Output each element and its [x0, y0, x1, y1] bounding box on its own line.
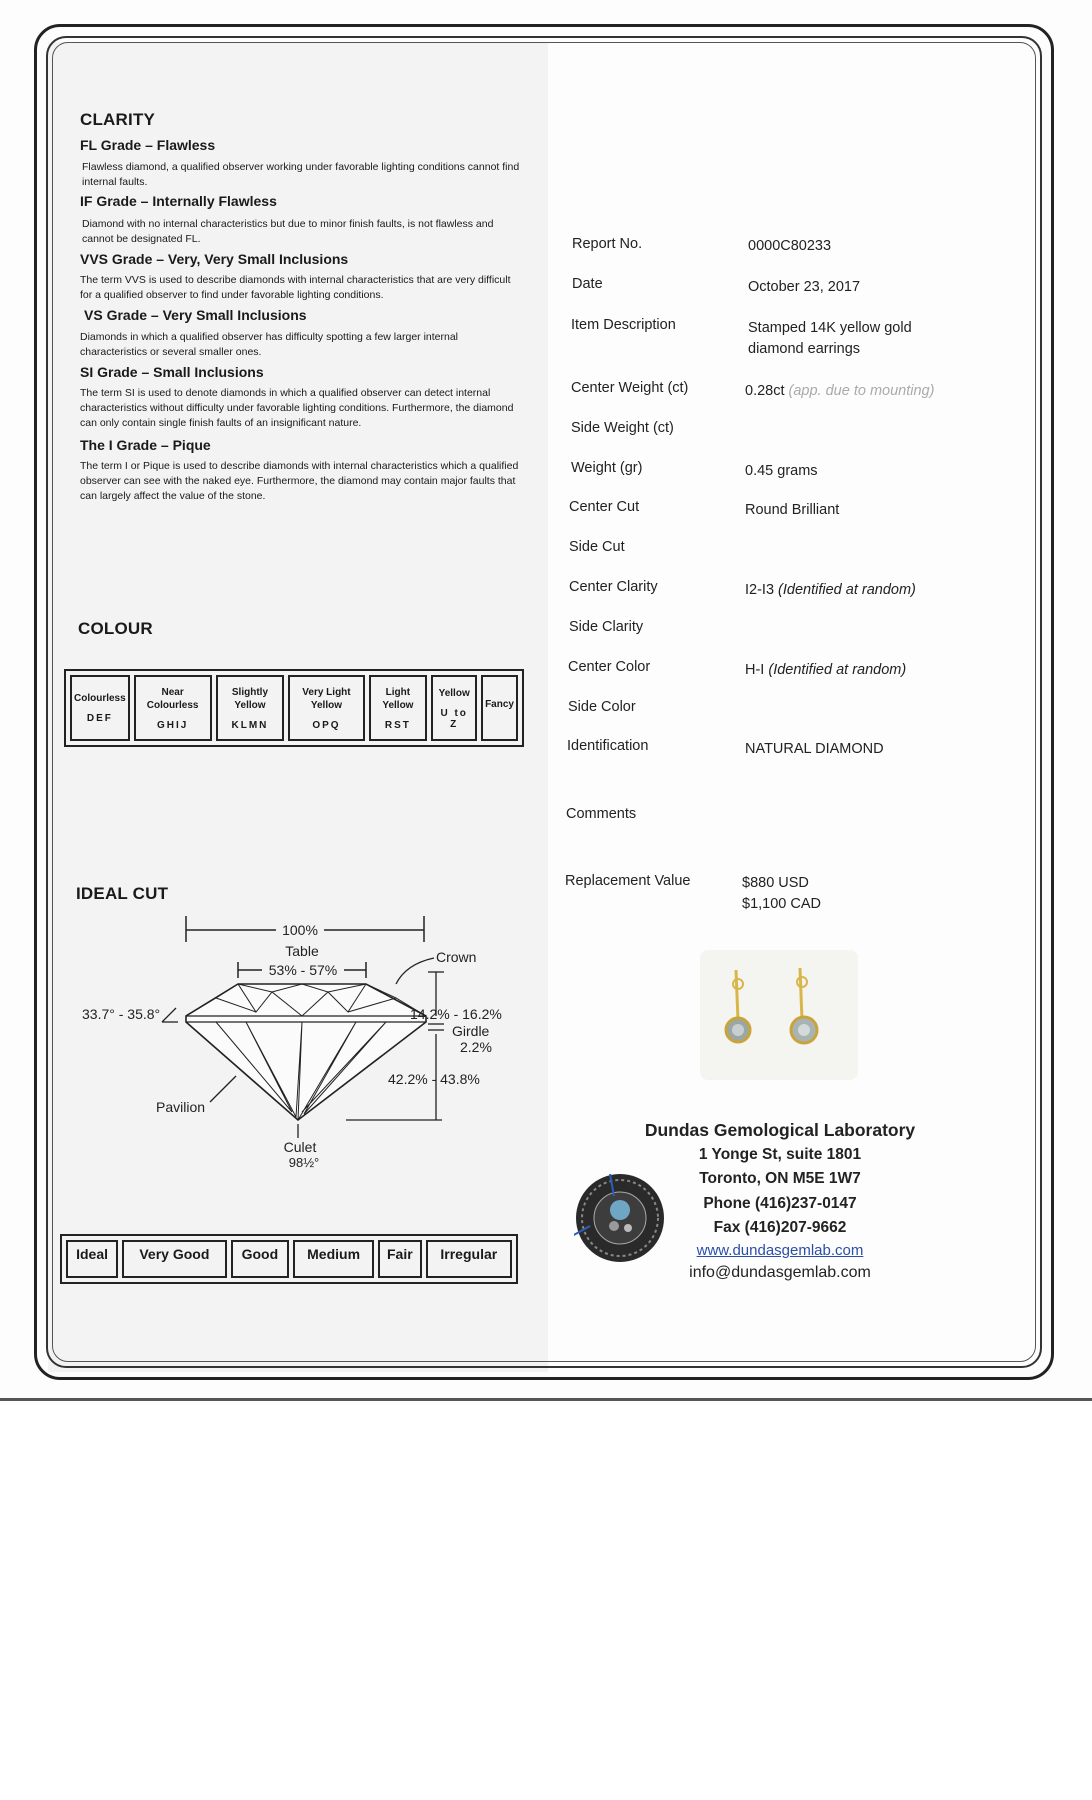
comments-label: Comments [566, 806, 637, 822]
grade-vvs-title: VVS Grade – Very, Very Small Inclusions [80, 251, 349, 267]
side-cut-label: Side Cut [569, 539, 625, 555]
colour-cell-colourless: Colourless DEF [70, 675, 130, 741]
weight-gr-value: 0.45 grams [745, 463, 818, 479]
center-cut-label: Center Cut [569, 499, 640, 515]
item-description-value: Stamped 14K yellow gold diamond earrings [748, 320, 912, 357]
diagram-culet-value: 98½° [288, 1155, 320, 1170]
report-no-label: Report No. [572, 236, 643, 252]
diagram-girdle-label: Girdle [452, 1023, 490, 1039]
grade-fl-title: FL Grade – Flawless [80, 137, 216, 153]
grade-if-title: IF Grade – Internally Flawless [80, 193, 277, 209]
grade-i-text: The term I or Pique is used to describe diamonds with internal characteristics which a qualified observer can see with the naked eye. Furthermore, the diamond may contain major faults that can largely affect the value of the stone. [80, 460, 519, 502]
cut-grade-ideal: Ideal [66, 1240, 118, 1278]
side-color-label: Side Color [568, 699, 636, 715]
side-clarity-label: Side Clarity [569, 619, 644, 635]
colour-cell-slightly-yellow: Slightly Yellow KLMN [216, 675, 285, 741]
cut-grade-good: Good [231, 1240, 289, 1278]
colour-cell-fancy: Fancy [481, 675, 518, 741]
center-clarity-label: Center Clarity [569, 579, 658, 595]
lab-address-line1: 1 Yonge St, suite 1801 [698, 1146, 862, 1163]
colour-cell-near-colourless: Near Colourless GHIJ [134, 675, 212, 741]
colour-heading: COLOUR [78, 619, 153, 638]
grade-vs-text: Diamonds in which a qualified observer has difficulty spotting a few larger internal characteristics or several smaller ones. [80, 331, 459, 358]
replacement-value-label: Replacement Value [565, 873, 691, 889]
center-color-note: (Identified at random) [768, 662, 907, 678]
colour-cell-yellow: Yellow U to Z [431, 675, 477, 741]
cut-grade-fair: Fair [378, 1240, 422, 1278]
grade-fl-text: Flawless diamond, a qualified observer working under favorable lighting conditions cannot find internal faults. [82, 161, 520, 188]
lab-name: Dundas Gemological Laboratory [644, 1120, 916, 1140]
report-no-value: 0000C80233 [748, 238, 832, 254]
lab-website-link[interactable]: www.dundasgemlab.com [696, 1242, 864, 1259]
grade-si-text: The term SI is used to denote diamonds in which a qualified observer can detect internal characteristics without difficulty under favorable lighting conditions. Furthermore, the diamond can only contain single finish faults of an insignificant nature. [80, 387, 514, 429]
sheet-bottom-edge [0, 1398, 1092, 1401]
clarity-heading: CLARITY [80, 110, 156, 129]
diagram-crown-angle: 33.7° - 35.8° [82, 1006, 161, 1022]
colour-cell-light-yellow: Light Yellow RST [369, 675, 428, 741]
grade-si-title: SI Grade – Small Inclusions [80, 364, 264, 380]
lab-email: info@dundasgemlab.com [689, 1264, 871, 1281]
grade-vvs-text: The term VVS is used to describe diamonds with internal characteristics that are very difficult for a qualified observer to find under favorable lighting conditions. [80, 274, 511, 301]
diagram-pavilion-depth: 42.2% - 43.8% [388, 1071, 480, 1087]
diagram-table-range: 53% - 57% [268, 962, 338, 978]
center-cut-value: Round Brilliant [745, 502, 840, 518]
center-color-label: Center Color [568, 659, 651, 675]
diagram-crown-label: Crown [436, 949, 477, 965]
cut-grade-irregular: Irregular [426, 1240, 512, 1278]
center-clarity-value: I2-I3 (Identified at random) [745, 582, 916, 598]
cut-grade-table [60, 1234, 518, 1284]
lab-address-line2: Toronto, ON M5E 1W7 [699, 1170, 861, 1187]
lab-phone: Phone (416)237-0147 [703, 1195, 857, 1212]
side-weight-label: Side Weight (ct) [571, 420, 674, 436]
diamond-proportion-diagram [66, 912, 526, 1172]
date-label: Date [572, 276, 603, 292]
diagram-table-label: Table [285, 943, 319, 959]
diagram-culet-label: Culet [283, 1139, 317, 1155]
center-color-value: H-I (Identified at random) [745, 662, 907, 678]
diamond-outline [186, 984, 426, 1120]
grade-if-text: Diamond with no internal characteristics but due to minor finish faults, is not flawless and cannot be designated FL. [82, 218, 494, 245]
center-weight-label: Center Weight (ct) [571, 380, 689, 396]
replacement-value-value: $880 USD $1,100 CAD [742, 875, 821, 912]
diagram-pavilion-label: Pavilion [156, 1099, 206, 1115]
diagram-total-label: 100% [282, 922, 318, 938]
item-description-label: Item Description [571, 317, 676, 333]
diagram-girdle-value: 2.2% [460, 1039, 492, 1055]
identification-label: Identification [567, 738, 649, 754]
grade-vs-title: VS Grade – Very Small Inclusions [84, 307, 307, 323]
grade-i-title: The I Grade – Pique [80, 437, 211, 453]
center-weight-note: (app. due to mounting) [788, 383, 935, 399]
date-value: October 23, 2017 [748, 279, 861, 295]
weight-gr-label: Weight (gr) [571, 460, 643, 476]
lab-fax: Fax (416)207-9662 [713, 1219, 847, 1236]
center-weight-value: 0.28ct (app. due to mounting) [745, 383, 935, 399]
diagram-crown-height: 14.2% - 16.2% [410, 1006, 502, 1022]
cut-grade-very-good: Very Good [122, 1240, 227, 1278]
colour-cell-very-light-yellow: Very Light Yellow OPQ [288, 675, 364, 741]
ideal-cut-heading: IDEAL CUT [76, 884, 169, 903]
center-clarity-note: (Identified at random) [778, 582, 916, 598]
identification-value: NATURAL DIAMOND [745, 741, 884, 757]
earrings-photo [700, 950, 858, 1080]
cut-grade-medium: Medium [293, 1240, 374, 1278]
colour-scale-table [64, 669, 524, 747]
